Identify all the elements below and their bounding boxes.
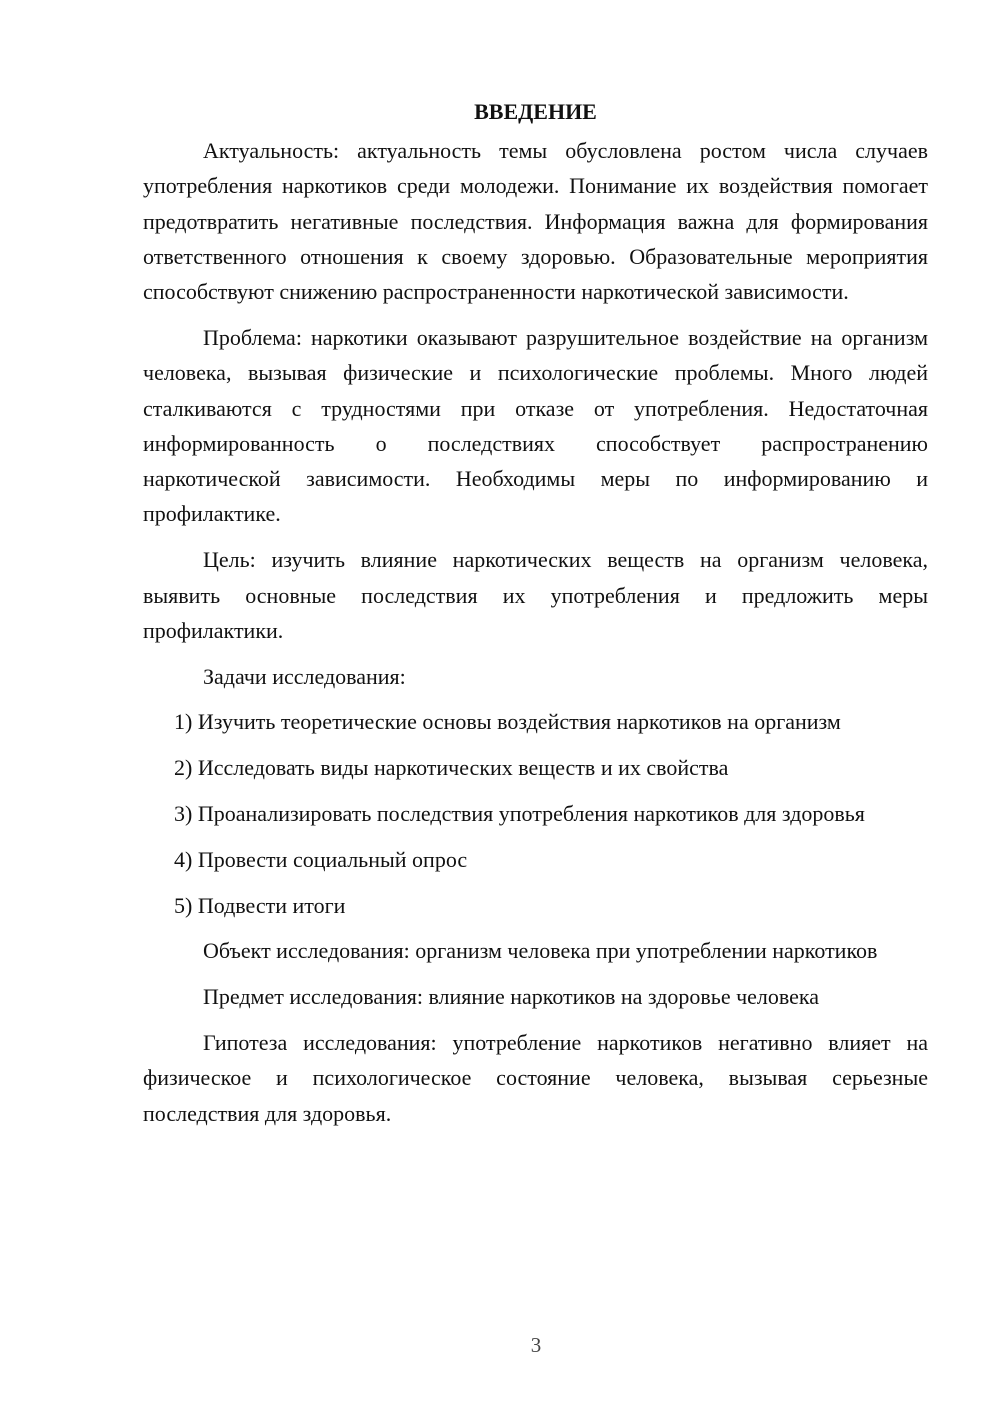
- page-content: [143, 94, 928, 1141]
- paragraph-problem: Проблема: наркотики оказывают разрушительное воздействие на организм человека, вызывая физические и психологические проблемы. Много людей сталкиваются с трудностями при отказе от употребления. Недостаточная информированность о последствиях способствует распространению наркотической зависимости. Необходимы меры по информированию и профилактике.: [143, 324, 928, 527]
- task-item-4: 4) Провести социальный опрос: [174, 846, 468, 872]
- paragraph-goal: Цель: изучить влияние наркотических веществ на организм человека, выявить основные последствия их употребления и предложить меры профилактики.: [143, 547, 928, 643]
- paragraph-tasks-heading: Задачи исследования:: [203, 663, 406, 689]
- task-item-5: 5) Подвести итоги: [174, 892, 346, 918]
- task-item-3: 3) Проанализировать последствия употребления наркотиков для здоровья: [174, 801, 865, 827]
- page-number: 3: [530, 1333, 542, 1357]
- paragraph-subject: Предмет исследования: влияние наркотиков на здоровье человека: [203, 984, 820, 1010]
- paragraph-relevance: Актуальность: актуальность темы обусловлена ростом числа случаев употребления наркотиков среди молодежи. Понимание их воздействия помогает предотвратить негативные последствия. Информация важна для формирования ответственного отношения к своему здоровью. Образовательные мероприятия способствуют снижению распространенности наркотической зависимости.: [143, 138, 928, 305]
- paragraph-object: Объект исследования: организм человека при употреблении наркотиков: [203, 938, 878, 964]
- task-item-1: 1) Изучить теоретические основы воздействия наркотиков на организм: [174, 709, 841, 735]
- section-title: ВВЕДЕНИЕ: [474, 99, 597, 124]
- paragraph-hypothesis: Гипотеза исследования: употребление наркотиков негативно влияет на физическое и психологическое состояние человека, вызывая серьезные последствия для здоровья.: [143, 1030, 928, 1126]
- task-item-2: 2) Исследовать виды наркотических веществ и их свойства: [174, 755, 729, 781]
